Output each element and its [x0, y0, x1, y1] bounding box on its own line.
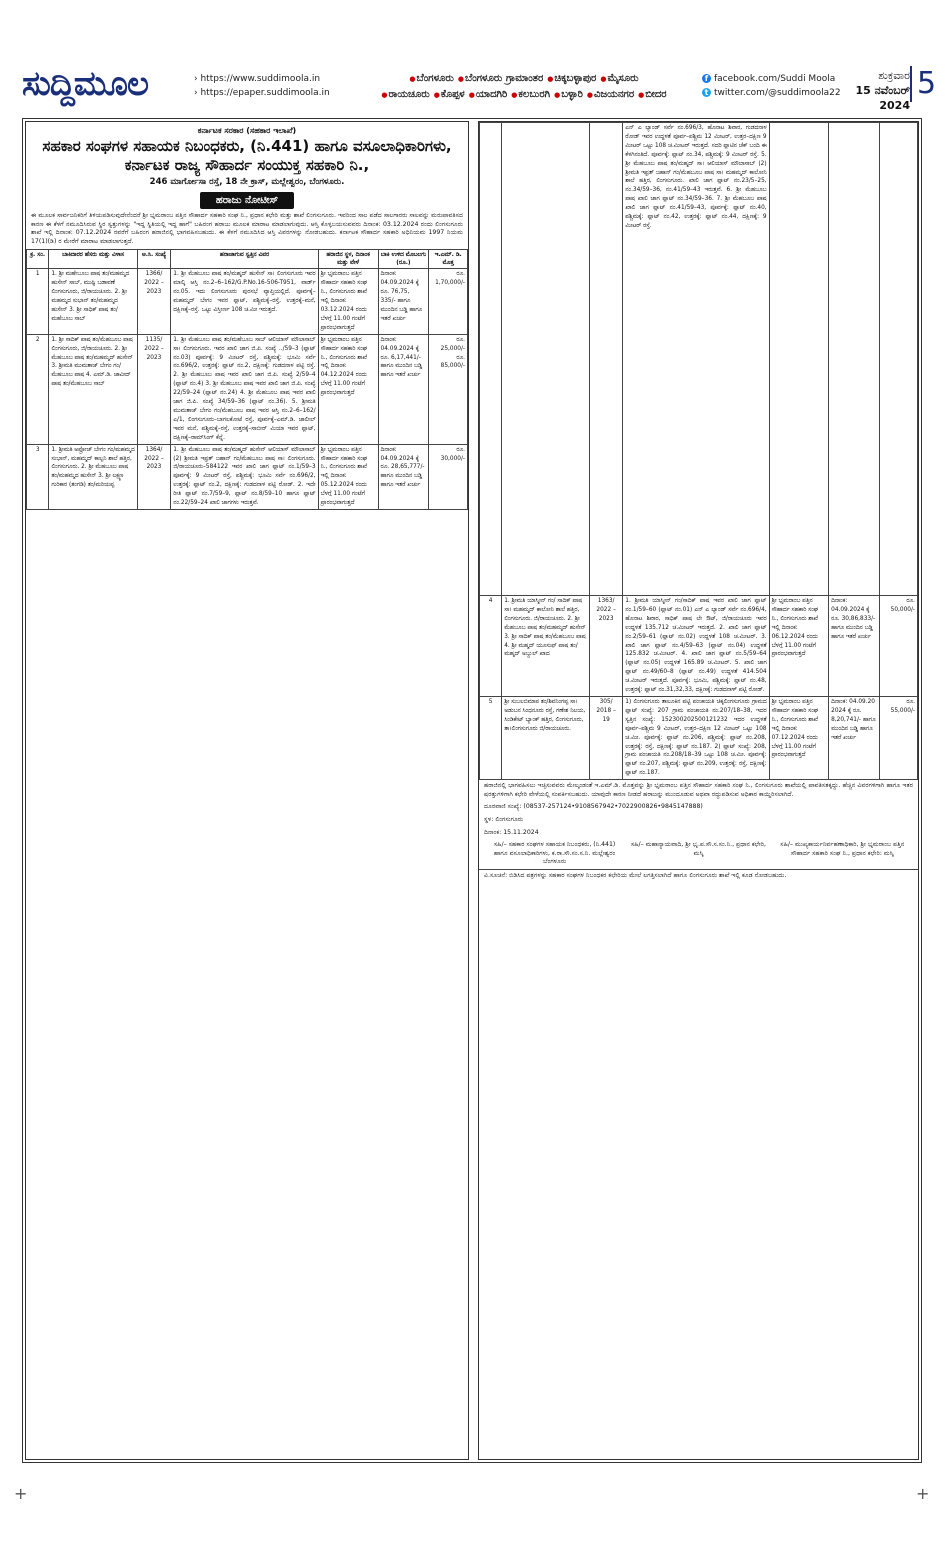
cell-serial: 5: [480, 696, 502, 779]
newspaper-logo[interactable]: ಸುದ್ದಿಮೂಲ: [22, 64, 148, 104]
cell-case: 1366/ 2022 – 2023: [137, 269, 171, 334]
facebook-link[interactable]: f facebook.com/Suddi Moola: [702, 72, 841, 86]
table-row: [27, 269, 468, 334]
cell-serial: 2: [27, 334, 49, 444]
cell-property: 1. ಶ್ರೀಮತಿ ಯಾಸ್ಮೀನ್ ಗಂ/ಸಾದಿಕ್ ಪಾಷ ಇವರ ಖಾಲಿ ಜಾಗ ಪ್ಲಾಟ್ ನಂ.1/59–60 (ಪ್ಲಾಟ್ ನಂ.01) ಎನ್ ಎ ಲ್ಯಾಂಡ್ ಸರ್ವೆ ನಂ.696/4, ಹೊನಾಟ ಶಿವಾರ, ಸಾಧಿಕ್ ಪಾಷ ಲೇ ಔಟ್, ಜಿ/ರಾಯಚೂರು ಇವರ ಉದ್ದಳತೆ 135.712 ಚ.ಮೀಟರ್ ಇರುತ್ತದೆ. 2. ಖಾಲಿ ಜಾಗ ಪ್ಲಾಟ್ ನಂ.2/59–61 (ಪ್ಲಾಟ್ ನಂ.02) ಉದ್ದಳತೆ 108 ಚ.ಮೀಟರ್. 3. ಖಾಲಿ ಜಾಗ ಪ್ಲಾಟ್ ನಂ.4/59–63 (ಪ್ಲಾಟ್ ನಂ.04) ಉದ್ದಳತೆ 125.832 ಚ.ಮೀಟರ್. 4. ಖಾಲಿ ಜಾಗ ಪ್ಲಾಟ್ ನಂ.5/59–64 (ಪ್ಲಾಟ್ ನಂ.05) ಉದ್ದಳತೆ 165.89 ಚ.ಮೀಟರ್. 5. ಖಾಲಿ ಜಾಗ ಪ್ಲಾಟ್ ನಂ.49/60–8 (ಪ್ಲಾಟ್ ನಂ.49) ಉದ್ದಳತೆ 414.504 ಚ.ಮೀಟರ್ ಇರುತ್ತದೆ. ಪೂರ್ವಕ್ಕೆ: ಭೂಮಿ, ಪಶ್ಚಿಮಕ್ಕೆ: ಪ್ಲಾಟ್ ನಂ.48, ಉತ್ತರಕ್ಕೆ: ಪ್ಲಾಟ್ ನಂ.31,32,33, ದಕ್ಷಿಣಕ್ಕೆ: ಗುಡದನಾಳ್ ಪಟ್ಟಿ ರೋಡ್.: [623, 596, 769, 697]
cell-emd: [879, 123, 917, 596]
cell-property: 1. ಶ್ರೀ ಮೆಹಬೂಬ ಪಾಷ ತಂ/ಮಹ್ಮದ್ ಹುಸೇನ್ ಸಾ। ಲಿಂಗಸುಗೂರು ಇವರ ಮಾಲ್ಕಿ ಆಸ್ತಿ ನಂ.2–6–162/G.P.No.16-506-T951, ವಾರ್ಡ್ ನಂ.05. ಇದು ಲಿಂಗಸುಗೂರು ಪುರಸಭೆ ವ್ಯಾಪ್ತಿಯಲ್ಲಿದೆ. ಪೂರ್ವಕ್ಕೆ–ಮಹಮ್ಮದ್ ಬೇಗಂ ಇವರ ಪ್ಲಾಟ್, ಪಶ್ಚಿಮಕ್ಕೆ–ರಸ್ತೆ, ಉತ್ತರಕ್ಕೆ–ಮನೆ, ದಕ್ಷಿಣಕ್ಕೆ–ರಸ್ತೆ. ಒಟ್ಟು ವಿಸ್ತೀರ್ಣ 108 ಚ.ಮೀ ಇರುತ್ತದೆ.: [171, 269, 318, 334]
cell-emd: ರೂ. 55,000/-: [879, 696, 917, 779]
cities-row-1: [344, 71, 704, 87]
table-row: [27, 334, 468, 444]
edition-city[interactable]: ● ಬೆಂಗಳೂರು ಗ್ರಾಮಾಂತರ: [458, 71, 543, 87]
signature-advocate: ಸಹಿ/– ಮಹಾನ್ಯಾಯವಾದಿ, ಶ್ರೀ ಭೃ.ಪ.ಸೌ.ಸ.ಸಂ.ನಿ., ಪ್ರಧಾನ ಕಛೇರಿ, ಮಸ್ಕಿ: [631, 841, 766, 857]
cell-case: [589, 123, 622, 596]
issue-day: ಶುಕ್ರವಾರ: [878, 69, 910, 82]
table-header-row: [27, 250, 468, 269]
edition-city[interactable]: ● ಯಾದಗಿರಿ: [469, 87, 508, 103]
notice-heading: ಸಹಕಾರ ಸಂಘಗಳ ಸಹಾಯಕ ನಿಬಂಧಕರು, (ನಿ.441) ಹಾಗೂ ವಸೂಲಾಧಿಕಾರಿಗಳು, ಕರ್ನಾಟಕ ರಾಜ್ಯ ಸೌಹಾರ್ದ ಸಂಯುಕ್ತ ಸಹಕಾರಿ ನಿ.,: [42, 137, 452, 174]
notice-place: ಸ್ಥಳ: ಲಿಂಗಸುಗೂರು: [484, 815, 524, 823]
notice-footer-text: ಹರಾಜಿನಲ್ಲಿ ಭಾಗವಹಿಸಲು ಇಚ್ಛಿಸುವವರು ಮೇಲ್ಕಂಡಂತೆ ಇ.ಎಮ್.ಡಿ. ಮೊತ್ತವನ್ನು ಶ್ರೀ ಭೃಮರಾಂಬ ಪತ್ತಿನ ಸೌಹಾರ್ದ ಸಹಕಾರಿ ಸಂಘ ನಿ., ಲಿಂಗಸುಗೂರು ಶಾಖೆಯಲ್ಲಿ ಪಾವತಿಸತಕ್ಕದ್ದು. ಹೆಚ್ಚಿನ ವಿವರಗಳಿಗಾಗಿ ಹಾಗೂ ಇತರ ಷರತ್ತುಗಳಿಗಾಗಿ ಕಛೇರಿ ವೇಳೆಯಲ್ಲಿ ಸಂಪರ್ಕಿಸಬಹುದು. ಯಾವುದೇ ಕಾರಣ ನೀಡದೆ ಹರಾಜನ್ನು ಮುಂದೂಡುವ ಅಥವಾ ರದ್ದುಪಡಿಸುವ ಅಧಿಕಾರ ಕಾಯ್ದಿರಿಸಲಾಗಿದೆ.: [484, 782, 913, 798]
table-body-left: [27, 269, 468, 510]
cell-case: 1363/ 2022 – 2023: [589, 596, 622, 697]
cell-emd: ರೂ. 50,000/-: [879, 596, 917, 697]
office-address: 246 ಮಾರ್ಗೋಸಾ ರಸ್ತೆ, 18 ನೇ ಕ್ರಾಸ್, ಮಲ್ಲೇಶ್ವರಂ, ಬೆಂಗಳೂರು.: [149, 177, 345, 187]
edition-cities: [344, 71, 704, 103]
edition-city[interactable]: ● ಬೆಂಗಳೂರು: [409, 71, 453, 87]
col-case: ಆ.ಸಿ. ಸಂಖ್ಯೆ: [137, 250, 171, 269]
edition-city[interactable]: ● ಮೈಸೂರು: [600, 71, 638, 87]
cell-emd: ರೂ. 1,70,000/-: [429, 269, 468, 334]
cell-auction-place: ಶ್ರೀ ಭೃಮರಾಂಬ ಪತ್ತಿನ ಸೌಹಾರ್ದ ಸಹಕಾರಿ ಸಂಘ ನಿ., ಲಿಂಗಸುಗೂರು ಶಾಖೆ ಇಲ್ಲಿ ದಿನಾಂಕ: 05.12.2024 ರಂದು ಬೆಳಗ್ಗೆ 11.00 ಗಂಟೆಗೆ ಪ್ರಾರಂಭವಾಗುತ್ತದೆ: [318, 444, 378, 509]
special-note: ವಿ.ಸೂಚನೆ: ಬಿಡಿಸಿದ ಪತ್ರಗಳನ್ನು ಸಹಕಾರ ಸಂಘಗಳ ನಿಬಂಧಕರ ಕಛೇರಿಯ ಮೇಲೆ ಲಗತ್ತಿಸಲಾಗಿದೆ ಹಾಗೂ ಲಿಂಗಸುಗೂರು ಶಾಖೆ ಇಲ್ಲಿ ಕೂಡ ನೋಡಬಹುದು.: [479, 869, 918, 882]
cell-auction-place: ಶ್ರೀ ಭೃಮರಾಂಬ ಪತ್ತಿನ ಸೌಹಾರ್ದ ಸಹಕಾರಿ ಸಂಘ ನಿ., ಲಿಂಗಸುಗೂರು ಶಾಖೆ ಇಲ್ಲಿ ದಿನಾಂಕ: 07.12.2024 ರಂದು ಬೆಳಗ್ಗೆ 11.00 ಗಂಟೆಗೆ ಪ್ರಾರಂಭವಾಗುತ್ತದೆ: [769, 696, 829, 779]
contact-phone: ದೂರವಾಣಿ ಸಂಖ್ಯೆ: (08537-257124•9108567942•7022900826•9845147888): [484, 803, 703, 811]
cell-borrower: ಶ್ರೀ ಸುಬಲಬಿಮಾಪ ತಂ/ಶಿವನಿಂಗಪ್ಪ ಸಾ।ಅಡುಬನ ಸಿಂಧನೂರು ರಸ್ತೆ, ಗಣೇಶ ನಿಲಯ, ಸಿಂಡಿಕೇಟ್ ಬ್ಯಾಂಕ್ ಹತ್ತಿರ, ಲಿಂಗಸುಗೂರು, ತಾ।ಲಿಂಗಸುಗೂರು ಜಿ/ರಾಯಚೂರು.: [502, 696, 590, 779]
cell-borrower: 1. ಶ್ರೀಮತಿ ಯಾಸ್ಮೀನ್ ಗಂ/ ಸಾದಿಕ್ ಪಾಷ ಸಾ। ಮಹಮ್ಮದ್ ಕಾಲೋನಿ ಶಾಲೆ ಹತ್ತಿರ, ಲಿಂಗಸುಗೂರು. ಜಿ/ರಾಯಚೂರು. 2. ಶ್ರೀ ಮೆಹಬೂಬ ಪಾಷ ತಂ/ಮಹಮ್ಮದ್ ಹುಸೇನ್ 3. ಶ್ರೀ ಸಾದಿಕ್ ಪಾಷ ತಂ/ಮೆಹಬೂಬ ಪಾಷ 4. ಶ್ರೀ ಮಹ್ಮದ್ ಯೂಸುಫ್ ಪಾಷ ತಂ/ಮಹ್ಮದ್ ಅಬ್ದುಲ್ ಖಾದ: [502, 596, 590, 697]
cell-property: 1. ಶ್ರೀ ಮೆಹಬೂಬ ಪಾಷ ತಂ/ಮಹ್ಮದ್ ಹುಸೇನ್ ಆಲಿಯಾಸ್ ಮೌಲಾಸಾಬ್ (2) ಶ್ರೀಮತಿ ಇಫ್ರತ್ ಜಹಾನ್ ಗಂ/ಮೆಹಬೂಬ ಪಾಷ ಸಾ। ಲಿಂಗಸುಗೂರು. ಜಿ/ರಾಯಚೂರು–584122 ಇವರ ಖಾಲಿ ಜಾಗ ಪ್ಲಾಟ್ ನಂ.1/59–3 ಪೂರ್ವಕ್ಕೆ: 9 ಮೀಟರ್ ರಸ್ತೆ, ಪಶ್ಚಿಮಕ್ಕೆ: ಭೂಮಿ ಸರ್ವೆ ನಂ.696/2, ಉತ್ತರಕ್ಕೆ: ಪ್ಲಾಟ್ ನಂ.2, ದಕ್ಷಿಣಕ್ಕೆ: ಗುಡದನಾಳ ಪಟ್ಟಿ ರೋಡ್. 2. ಇದೇ ರೀತಿ ಪ್ಲಾಟ್ ನಂ.7/59–9, ಪ್ಲಾಟ್ ನಂ.8/59–10 ಹಾಗೂ ಪ್ಲಾಟ್ ನಂ.22/59–24 ಖಾಲಿ ಜಾಗಗಳು ಇರುತ್ತವೆ.: [171, 444, 318, 509]
website-links: [194, 72, 330, 100]
edition-city[interactable]: ● ರಾಯಚೂರು: [381, 87, 429, 103]
notice-right-column: [478, 121, 919, 1460]
table-row: [480, 123, 918, 596]
website-url[interactable]: › https://www.suddimoola.in: [194, 72, 330, 86]
cell-due-amount: ದಿನಾಂಕ: 04.09.2024 ಕ್ಕೆ ರೂ. 76,75, 335/- ಹಾಗೂ ಮುಂದಿನ ಬಡ್ಡಿ ಹಾಗೂ ಇತರೆ ಖರ್ಚು: [378, 269, 429, 334]
crop-mark-right: +: [916, 1484, 930, 1503]
cell-emd: ರೂ. 30,000/-: [429, 444, 468, 509]
signature-ceo: ಸಹಿ/– ಮುಖ್ಯಕಾರ್ಯನಿರ್ವಹಣಾಧಿಕಾರಿ, ಶ್ರೀ ಭೃಮರಾಂಬ ಪತ್ತಿನ ಸೌಹಾರ್ದ ಸಹಕಾರಿ ಸಂಘ ನಿ., ಪ್ರಧಾನ ಕಛೇರಿ: ಮಸ್ಕಿ: [780, 841, 905, 857]
cell-due-amount: ದಿನಾಂಕ: 04.09.2024 ಕ್ಕೆ ರೂ. 6,17,441/- ಹಾಗೂ ಮುಂದಿನ ಬಡ್ಡಿ ಹಾಗೂ ಇತರೆ ಖರ್ಚು: [378, 334, 429, 444]
government-label: ಕರ್ನಾಟಕ ಸರಕಾರ (ಸಹಕಾರ ಇಲಾಖೆ): [197, 126, 297, 135]
cell-case: 1135/ 2022 – 2023: [137, 334, 171, 444]
edition-city[interactable]: ● ಚಿಕ್ಕಬಳ್ಳಾಪುರ: [547, 71, 596, 87]
social-links: [702, 72, 841, 100]
cell-due-amount: ದಿನಾಂಕ: 04.09.2024 ಕ್ಕೆ ರೂ. 30,86,833/- ಹಾಗೂ ಮುಂದಿನ ಬಡ್ಡಿ ಹಾಗೂ ಇತರೆ ಖರ್ಚು: [829, 596, 879, 697]
cell-property: 1. ಶ್ರೀ ಮೆಹಬೂಬ ಪಾಷ ತಂ/ಮಹೆಬೂಬ ಸಾಬ್ ಆಲಿಯಾಸ್ ಮೌಲಾಸಾಬ್ ಸಾ। ಲಿಂಗಸುಗೂರು. ಇವರ ಖಾಲಿ ಜಾಗ ಜಿ.ಪಿ. ಸಂಖ್ಯೆ ../59–3 (ಪ್ಲಾಟ್ ನಂ.03) ಪೂರ್ವಕ್ಕೆ: 9 ಮೀಟರ್ ರಸ್ತೆ, ಪಶ್ಚಿಮಕ್ಕೆ: ಭೂಮಿ ಸರ್ವೆ ನಂ.696/2, ಉತ್ತರಕ್ಕೆ: ಪ್ಲಾಟ್ ನಂ.2, ದಕ್ಷಿಣಕ್ಕೆ: ಗುಡದನಾಳ ಪಟ್ಟಿ ರಸ್ತೆ. 2. ಶ್ರೀ ಮೆಹಬೂಬ ಪಾಷ ಇವರ ಖಾಲಿ ಜಾಗ ಜಿ.ಪಿ. ಸಂಖ್ಯೆ 2/59–4 (ಪ್ಲಾಟ್ ನಂ.4) 3. ಶ್ರೀ ಮೆಹಬೂಬ ಪಾಷ ಇವರ ಖಾಲಿ ಜಾಗ ಜಿ.ಪಿ. ಸಂಖ್ಯೆ 22/59–24 (ಪ್ಲಾಟ್ ನಂ.24) 4. ಶ್ರೀ ಮೆಹಬೂಬ ಪಾಷ ಇವರ ಖಾಲಿ ಜಾಗ ಜಿ.ಪಿ. ಸಂಖ್ಯೆ 34/59–36 (ಪ್ಲಾಟ್ ನಂ.36). 5. ಶ್ರೀಮತಿ ಮುಮತಾಜ್ ಬೇಗಂ ಗಂ/ಮೆಹಬೂಬ ಪಾಷ ಇವರ ಆಸ್ತಿ ನಂ.2–6–162/ಎ/1, ಲಿಂಗಸುಗೂರು–ಬಾಗಲಕೋಟೆ ರಸ್ತೆ, ಪೂರ್ವಕ್ಕೆ–ಎಮ್.ಡಿ. ಜಾಲೀಲ್ ಇವರ ಮನೆ, ಪಶ್ಚಿಮಕ್ಕೆ–ರಸ್ತೆ, ಉತ್ತರಕ್ಕೆ–ಸಾಬೀರ್ ಮಿಯಾ ಇವರ ಪ್ಲಾಟ್, ದಕ್ಷಿಣಕ್ಕೆ–ರಾಮ್‌ಸಿಂಗ್ ಕೆನ್ನೆ.: [171, 334, 318, 444]
cell-borrower: 1. ಶ್ರೀ ಸಾದಿಕ್ ಪಾಷ ತಂ/ಮೆಹಬೂಬ ಪಾಷ ಲಿಂಗಸುಗೂರು, ಜಿ/ರಾಯಚೂರು. 2. ಶ್ರೀ ಮೆಹಬೂಬ ಪಾಷ ತಂ/ಮಹಮ್ಮದ್ ಹುಸೇನ್ 3. ಶ್ರೀಮತಿ ಮುಮತಾಜ್ ಬೇಗಂ ಗಂ/ಮೆಹಬೂಬ ಪಾಷ 4. ಎಮ್.ಡಿ. ಜಾವೀದ್ ಪಾಷ ತಂ/ಮೆಹಬೂಬ ಸಾಬ್: [49, 334, 137, 444]
cell-case: 305/ 2018 – 19: [589, 696, 622, 779]
notice-left-column: [25, 121, 469, 1460]
cell-property: ಎನ್ ಎ ಲ್ಯಾಂಡ್ ಸರ್ವೆ ನಂ.696/3, ಹೊನಾಟ ಶಿವಾರ, ಗುಡದನಾಳ ರೋಡ್ ಇವರ ಉದ್ದಳತೆ ಪೂರ್ವ–ಪಶ್ಚಿಮ 12 ಮೀಟರ್, ಉತ್ತರ–ದಕ್ಷಿಣ 9 ಮೀಟರ್ ಒಟ್ಟು 108 ಚ.ಮೀಟರ್ ಇರುತ್ತದೆ. ಸದರಿ ಪ್ಲಾಟಿನ ಚೆಕ್ ಬಂದಿ ಈ ಕೆಳಗಿನಂತಿದೆ. ಪೂರ್ವಕ್ಕೆ: ಪ್ಲಾಟ್ ನಂ.34, ಪಶ್ಚಿಮಕ್ಕೆ: 9 ಮೀಟರ್ ರಸ್ತೆ. 5. ಶ್ರೀ ಮೆಹಬೂಬ ಪಾಷ ತಂ/ಮಹ್ಮದ್ ಸಾ। ಆಲಿಯಾಸ್ ಮೌಲಾಸಾಬ್ (2) ಶ್ರೀಮತಿ ಇಫ್ರತ್ ಜಹಾನ್ ಗಂ/ಮೆಹಬೂಬ ಪಾಷ ಸಾ। ಮಹಮ್ಮದ್ ಕಾಲೋನಿ ಶಾಲೆ ಹತ್ತಿರ, ಲಿಂಗಸುಗೂರು. ಖಾಲಿ ಜಾಗ ಪ್ಲಾಟ್ ನಂ.23/5–25, ನಂ.34/59–36, ನಂ.41/59–43 ಇರುತ್ತವೆ. 6. ಶ್ರೀ ಮೆಹಬೂಬ ಪಾಷ ಖಾಲಿ ಜಾಗ ಪ್ಲಾಟ್ ನಂ.34/59–36. 7. ಶ್ರೀ ಮೆಹಬೂಬ ಪಾಷ ಖಾಲಿ ಜಾಗ ಪ್ಲಾಟ್ ನಂ.41/59–43, ಪೂರ್ವಕ್ಕೆ: ಪ್ಲಾಟ್ ನಂ.40, ಪಶ್ಚಿಮಕ್ಕೆ: ಪ್ಲಾಟ್ ನಂ.42, ಉತ್ತರಕ್ಕೆ: ಪ್ಲಾಟ್ ನಂ.44, ದಕ್ಷಿಣಕ್ಕೆ: 9 ಮೀಟರ್ ರಸ್ತೆ.: [623, 123, 769, 596]
auction-notice: [22, 118, 922, 1463]
cell-case: 1364/ 2022 – 2023: [137, 444, 171, 509]
issue-date-text: 15 ನವೆಂಬರ್ 2024: [855, 84, 910, 112]
cell-auction-place: ಶ್ರೀ ಭೃಮರಾಂಬ ಪತ್ತಿನ ಸೌಹಾರ್ದ ಸಹಕಾರಿ ಸಂಘ ನಿ., ಲಿಂಗಸುಗೂರು ಶಾಖೆ ಇಲ್ಲಿ ದಿನಾಂಕ: 03.12.2024 ರಂದು ಬೆಳಗ್ಗೆ 11.00 ಗಂಟೆಗೆ ಪ್ರಾರಂಭವಾಗುತ್ತದೆ: [318, 269, 378, 334]
cell-due-amount: ದಿನಾಂಕ: 04.09.20 2024 ಕ್ಕೆ ರೂ. 8,20,741/- ಹಾಗೂ ಮುಂದಿನ ಬಡ್ಡಿ ಹಾಗೂ ಇತರೆ ಖರ್ಚು: [829, 696, 879, 779]
cell-auction-place: ಶ್ರೀ ಭೃಮರಾಂಬ ಪತ್ತಿನ ಸೌಹಾರ್ದ ಸಹಕಾರಿ ಸಂಘ ನಿ., ಲಿಂಗಸುಗೂರು ಶಾಖೆ ಇಲ್ಲಿ ದಿನಾಂಕ: 06.12.2024 ರಂದು ಬೆಳಗ್ಗೆ 11.00 ಗಂಟೆಗೆ ಪ್ರಾರಂಭವಾಗುತ್ತದೆ: [769, 596, 829, 697]
notice-intro: ಈ ಮೂಲಕ ಸಾರ್ವಜನಿಕರಿಗೆ ತಿಳಿಯಪಡಿಸುವುದೇನೆಂದರೆ ಶ್ರೀ ಭೃಮರಾಂಬ ಪತ್ತಿನ ಸೌಹಾರ್ದ ಸಹಕಾರಿ ಸಂಘ ನಿ., ಪ್ರಧಾನ ಕಛೇರಿ ಮತ್ತು ಶಾಖೆ ಲಿಂಗಸುಗೂರು. ಇವರಿಂದ ಸಾಲ ಪಡೆದ ಸಾಲಗಾರರು ಸಾಲವನ್ನು ಮರುಪಾವತಿಸದ ಕಾರಣ ಈ ಕೆಳಗೆ ನಮೂದಿಸಿರುವ ಸ್ಥಿರ ಸ್ವತ್ತುಗಳನ್ನು "ಇದ್ದ ಸ್ಥಿತಿಯಲ್ಲಿ ಇದ್ದ ಹಾಗೆ" ಬಹಿರಂಗ ಹರಾಜು ಮೂಲಕ ಮಾರಾಟ ಮಾಡಲಾಗುವುದು. ಆಸ್ತಿ ಕೊಳ್ಳಬಯಸುವವರು ದಿನಾಂಕ: 03.12.2024 ರಂದು ಲಿಂಗಸುಗೂರು ಶಾಖೆ ಇಲ್ಲಿ ದಿನಾಂಕ: 07.12.2024 ರವರೆಗೆ ಬಹಿರಂಗ ಹರಾಜಿನಲ್ಲಿ ಭಾಗವಹಿಸಬಹುದು. ಈ ಕೆಳಗೆ ನಮೂದಿಸಿದ ಆಸ್ತಿ ವಿವರಗಳನ್ನು ನೋಡಬಹುದು. ಕರ್ನಾಟಕ ಸೌಹಾರ್ದ ಸಹಕಾರಿ ಅಧಿನಿಯಮ 1997 ನಿಯಮ 17(1)(ಡಿ) ರ ಮೇರೆಗೆ ಮಾರಾಟ ಮಾಡಲಾಗುತ್ತದೆ.: [31, 212, 463, 245]
edition-city[interactable]: ● ಬಳ್ಳಾರಿ: [554, 87, 583, 103]
epaper-url[interactable]: › https://epaper.suddimoola.in: [194, 86, 330, 100]
table-row: [480, 696, 918, 779]
auction-table: [26, 249, 468, 510]
notice-date: ದಿನಾಂಕ: 15.11.2024: [484, 828, 539, 836]
cities-row-2: [344, 87, 704, 103]
auction-notice-badge: ಹರಾಜು ನೋಟೀಸ್: [200, 192, 294, 209]
col-property: ಹರಾಜಾಗುವ ಸ್ವತ್ತಿನ ವಿವರ: [171, 250, 318, 269]
issue-date: [830, 68, 910, 113]
cell-serial: 3: [27, 444, 49, 509]
table-body-right: [480, 596, 918, 780]
masthead: [22, 64, 937, 112]
cell-borrower: 1. ಶ್ರೀಮತಿ ಅಫ್ರೋಜ್ ಬೇಗಂ ಗಂ/ಮಹಮ್ಮದ ಸುಭಾನ್, ಮಹಮ್ಮದ್ ಕಾಲ್ಪನಿ ಶಾಲೆ ಹತ್ತಿರ, ಲಿಂಗಸುಗೂರು. 2. ಶ್ರೀ ಮೆಹಬೂಬ ಪಾಷ ತಂ/ಮಹಮ್ಮದ ಹುಸೇನ್ 3. ಶ್ರೀ ಲಕ್ಷ್ಮಣ ಗುರಿಕಾರ (ತಂಗಡಿ) ತಂ/ಮರಿಯಪ್ಪ: [49, 444, 137, 509]
cell-due-amount: [829, 123, 879, 596]
col-due-amount: ಬಾಕಿ ಉಳಿದ ಮೊಬಲಗು (ರೂ.): [378, 250, 429, 269]
table-row: [27, 444, 468, 509]
cell-due-amount: ದಿನಾಂಕ: 04.09.2024 ಕ್ಕೆ ರೂ. 28,65,777/- ಹಾಗೂ ಮುಂದಿನ ಬಡ್ಡಿ ಹಾಗೂ ಇತರೆ ಖರ್ಚು: [378, 444, 429, 509]
cell-borrower: 1. ಶ್ರೀ ಮಹೇಬೂಬ ಪಾಷ ತಂ/ಮಹಮ್ಮದ ಹುಸೇನ್ ಸಾಬ್, ಮುಷ್ಟಿ ಬಡಾವಣೆ ಲಿಂಗಸುಗೂರು, ಜಿ/ರಾಯಚೂರು. 2. ಶ್ರೀ ಮಹಮ್ಮದ ಸುಭಾನ್ ತಂ/ಮಹಮ್ಮದ ಹುಸೇನ್ 3. ಶ್ರೀ ಸಾಧಿಕ್ ಪಾಷ ತಂ/ಮಹೆಬೂಬ ಸಾಬ್: [49, 269, 137, 334]
col-borrower: ಬಾಕಿದಾರರ ಹೆಸರು ಮತ್ತು ವಿಳಾಸ: [49, 250, 137, 269]
edition-city[interactable]: ● ಕೊಪ್ಪಳ: [434, 87, 465, 103]
edition-city[interactable]: ● ಬೀದರ: [638, 87, 666, 103]
cell-serial: 4: [480, 596, 502, 697]
crop-mark-left: +: [14, 1484, 28, 1503]
col-auction-place: ಹರಾಜಿನ ಸ್ಥಳ, ದಿನಾಂಕ ಮತ್ತು ವೇಳೆ: [318, 250, 378, 269]
page-number: 5: [910, 66, 936, 102]
cell-auction-place: [769, 123, 829, 596]
cell-emd: ರೂ. 25,000/- ರೂ. 85,000/-: [429, 334, 468, 444]
col-emd: ಇ.ಎಮ್. ಡಿ. ಮೊತ್ತ: [429, 250, 468, 269]
cell-property: 1) ಲಿಂಗಸುಗೂರು ತಾಲೂಕಿನ ಪಟ್ಟಿ ಪಂಚಾಯತಿ ಚಿಕ್ಕಲಿಂಗಸುಗೂರು ಗ್ರಾಮದ ಪ್ಲಾಟ್ ಸಂಖ್ಯೆ: 207 ಗ್ರಾಮ ಪಂಚಾಯತಿ ನಂ.207/18–38, ಇದರ ಸ್ವತ್ತಿನ ಸಂಖ್ಯೆ: 152300202500121232 ಇದರ ಉದ್ದಳತೆ ಪೂರ್ವ–ಪಶ್ಚಿಮ 9 ಮೀಟರ್, ಉತ್ತರ–ದಕ್ಷಿಣ 12 ಮೀಟರ್ ಒಟ್ಟು 108 ಚ.ಮೀ. ಪೂರ್ವಕ್ಕೆ: ಪ್ಲಾಟ್ ನಂ.206, ಪಶ್ಚಿಮಕ್ಕೆ: ಪ್ಲಾಟ್ ನಂ.208, ಉತ್ತರಕ್ಕೆ: ರಸ್ತೆ, ದಕ್ಷಿಣಕ್ಕೆ: ಪ್ಲಾಟ್ ನಂ.187. 2) ಪ್ಲಾಟ್ ಸಂಖ್ಯೆ: 208, ಗ್ರಾಮ ಪಂಚಾಯತಿ ನಂ.208/18–39 ಒಟ್ಟು 108 ಚ.ಮೀ. ಪೂರ್ವಕ್ಕೆ: ಪ್ಲಾಟ್ ನಂ.207, ಪಶ್ಚಿಮಕ್ಕೆ: ಪ್ಲಾಟ್ ನಂ.209, ಉತ್ತರಕ್ಕೆ: ರಸ್ತೆ, ದಕ್ಷಿಣಕ್ಕೆ: ಪ್ಲಾಟ್ ನಂ.187.: [623, 696, 769, 779]
col-serial: ಕ್ರ. ಸಂ.: [27, 250, 49, 269]
auction-table-continued: [479, 122, 918, 780]
cell-serial: [480, 123, 502, 596]
cell-auction-place: ಶ್ರೀ ಭೃಮರಾಂಬ ಪತ್ತಿನ ಸೌಹಾರ್ದ ಸಹಕಾರಿ ಸಂಘ ನಿ., ಲಿಂಗಸುಗೂರು ಶಾಖೆ ಇಲ್ಲಿ ದಿನಾಂಕ: 04.12.2024 ರಂದು ಬೆಳಗ್ಗೆ 11.00 ಗಂಟೆಗೆ ಪ್ರಾರಂಭವಾಗುತ್ತದೆ: [318, 334, 378, 444]
edition-city[interactable]: ● ವಿಜಯನಗರ: [587, 87, 634, 103]
edition-city[interactable]: ● ಕಲಬುರಗಿ: [511, 87, 550, 103]
signature-assistant-registrar: ಸಹಿ/– ಸಹಕಾರ ಸಂಘಗಳ ಸಹಾಯಕ ನಿಬಂಧಕರು, (ನಿ.441) ಹಾಗೂ ವಸೂಲಾಧಿಕಾರಿಗಳು, ಕ.ರಾ.ಸೌ.ಸಂ.ಸ.ನಿ. ಮಲ್ಲೇಶ್ವರಂ ಬೆಂಗಳೂರು: [493, 841, 616, 865]
cell-borrower: [502, 123, 590, 596]
table-row: [480, 596, 918, 697]
cell-serial: 1: [27, 269, 49, 334]
signature-row: [479, 839, 918, 866]
twitter-link[interactable]: t twitter.com/@suddimoola22: [702, 86, 841, 100]
